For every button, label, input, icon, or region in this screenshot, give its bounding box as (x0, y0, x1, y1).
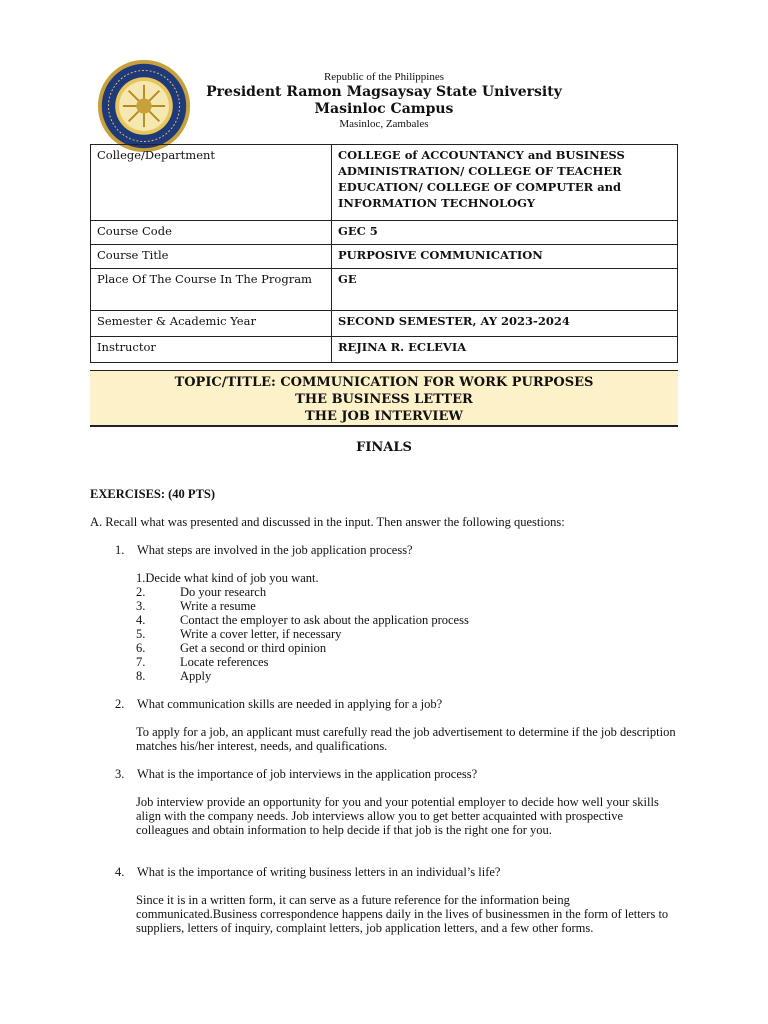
topic-subtitle: THE BUSINESS LETTER (295, 392, 473, 407)
step-number: 3. (136, 599, 146, 613)
table-row (91, 221, 678, 245)
row-value: GE (332, 269, 678, 311)
finals-heading: FINALS (356, 440, 412, 455)
question-number: 2. (115, 697, 125, 711)
step-number: 5. (136, 627, 146, 641)
table-row (91, 311, 678, 337)
university-name: President Ramon Magsaysay State University (206, 84, 562, 100)
step-number: 8. (136, 669, 146, 683)
row-label: Instructor (91, 337, 332, 363)
row-value: PURPOSIVE COMMUNICATION (332, 245, 678, 269)
row-label: Course Code (91, 221, 332, 245)
step-number: 7. (136, 655, 146, 669)
topic-banner (90, 370, 678, 427)
row-value: COLLEGE of ACCOUNTANCY and BUSINESS ADMINISTRATION/ COLLEGE OF TEACHER EDUCATION/ COLLEGE OF COMPUTER and INFORMATION TECHNOLOGY (332, 145, 678, 221)
answer-4: Since it is in a written form, it can serve as a future reference for the information being communicated.Business correspondence happens daily in the lives of businessmen in the form of letters to suppliers, letters of inquiry, complaint letters, job application letters, and a few other forms. (136, 893, 669, 935)
row-label: Course Title (91, 245, 332, 269)
question-text: What steps are involved in the job application process? (137, 543, 413, 557)
question-number: 1. (115, 543, 125, 557)
step-text: Do your research (180, 585, 267, 599)
question-number: 3. (115, 767, 125, 781)
part-a-instruction: A. Recall what was presented and discussed in the input. Then answer the following questions: (90, 515, 565, 529)
row-value: SECOND SEMESTER, AY 2023-2024 (332, 311, 678, 337)
topic-subtitle: THE JOB INTERVIEW (305, 409, 463, 424)
answer-3: Job interview provide an opportunity for you and your potential employer to decide how well your skills align with the company needs. Job interviews allow you to get better acquainted with prospective colleagues and obtain information to help decide if that job is the right one for you. (136, 795, 659, 837)
answer-2: To apply for a job, an applicant must carefully read the job advertisement to determine if the job description matches his/her interest, needs, and qualifications. (136, 725, 676, 753)
row-value: GEC 5 (332, 221, 678, 245)
row-label: Semester & Academic Year (91, 311, 332, 337)
step-text: Locate references (180, 655, 269, 669)
step-text: Apply (180, 669, 212, 683)
campus-location: Masinloc, Zambales (339, 118, 429, 130)
topic-title: TOPIC/TITLE: COMMUNICATION FOR WORK PURPOSES (174, 375, 594, 390)
step-number: 2. (136, 585, 146, 599)
step-text: Contact the employer to ask about the application process (180, 613, 469, 627)
step-text: Get a second or third opinion (180, 641, 327, 655)
step-number: 4. (136, 613, 146, 627)
question-text: What communication skills are needed in applying for a job? (137, 697, 443, 711)
republic-line: Republic of the Philippines (323, 71, 445, 83)
step-text: Write a cover letter, if necessary (180, 627, 342, 641)
row-label: Place Of The Course In The Program (91, 269, 332, 311)
table-row (91, 245, 678, 269)
question-text: What is the importance of job interviews in the application process? (137, 767, 478, 781)
table-row (91, 269, 678, 311)
step-first: 1.Decide what kind of job you want. (136, 571, 319, 585)
course-info-table (90, 144, 678, 363)
row-label: College/Department (91, 145, 332, 221)
question-number: 4. (115, 865, 125, 879)
table-row (91, 145, 678, 221)
exercises-heading: EXERCISES: (40 PTS) (90, 487, 216, 501)
step-number: 6. (136, 641, 146, 655)
step-text: Write a resume (180, 599, 256, 613)
question-text: What is the importance of writing business letters in an individual’s life? (137, 865, 501, 879)
row-value: REJINA R. ECLEVIA (332, 337, 678, 363)
campus-name: Masinloc Campus (314, 101, 454, 117)
table-row (91, 337, 678, 363)
